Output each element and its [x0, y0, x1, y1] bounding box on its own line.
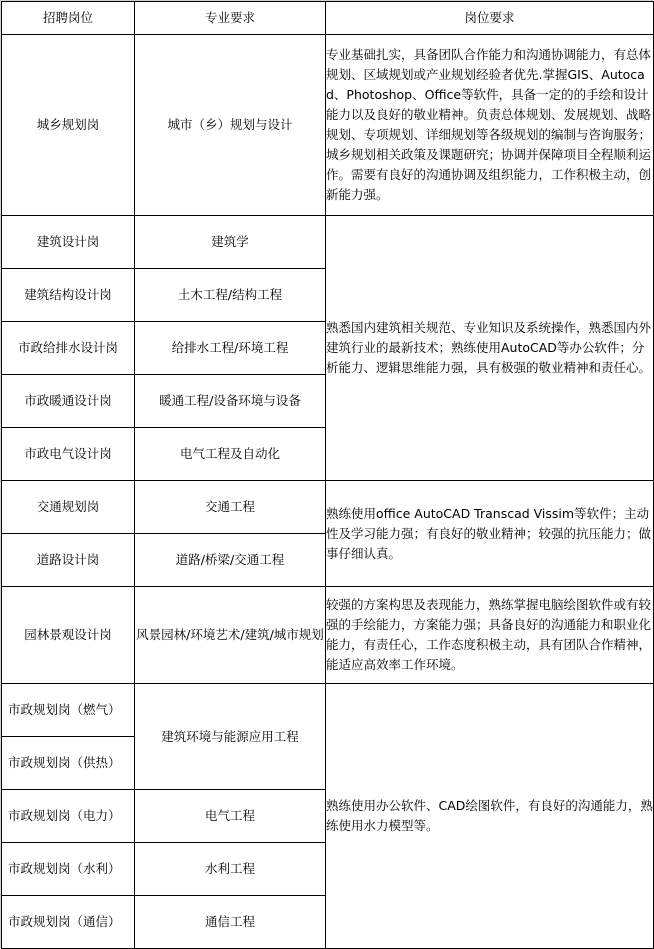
major-cell: 给排水工程/环境工程	[135, 322, 326, 375]
major-cell: 水利工程	[135, 843, 326, 896]
position-cell: 道路设计岗	[2, 534, 135, 587]
position-cell: 园林景观设计岗	[2, 587, 135, 684]
major-cell: 电气工程	[135, 790, 326, 843]
major-cell: 风景园林/环境艺术/建筑/城市规划	[135, 587, 326, 684]
major-cell: 道路/桥梁/交通工程	[135, 534, 326, 587]
header-requirement: 岗位要求	[326, 2, 654, 35]
requirement-cell: 专业基础扎实，具备团队合作能力和沟通协调能力，有总体规划、区域规划或产业规划经验者优先.掌握GIS、Autocad、Photoshop、Office等软件，具备一定的的手绘和设计能力以及良好的敬业精神。负责总体规划、发展规划、战略规划、专项规划、详细规划等各级规划的编制与咨询服务；城乡规划相关政策及课题研究；协调并保障项目全程顺利运作。需要有良好的沟通协调及组织能力，工作积极主动，创新能力强。	[326, 35, 654, 216]
requirement-cell: 熟练使用办公软件、CAD绘图软件，有良好的沟通能力，熟练使用水力模型等。	[326, 684, 654, 949]
major-cell: 通信工程	[135, 896, 326, 949]
major-cell: 暖通工程/设备环境与设备	[135, 375, 326, 428]
table-row	[2, 216, 654, 269]
table-row	[2, 481, 654, 534]
major-cell: 城市（乡）规划与设计	[135, 35, 326, 216]
requirement-cell: 较强的方案构思及表现能力，熟练掌握电脑绘图软件或有较强的手绘能力，方案能力强；具备良好的沟通能力和职业化能力，有责任心，工作态度积极主动，具有团队合作精神，能适应高效率工作环境。	[326, 587, 654, 684]
position-cell: 市政给排水设计岗	[2, 322, 135, 375]
header-position: 招聘岗位	[2, 2, 135, 35]
recruitment-table	[1, 1, 654, 949]
header-major: 专业要求	[135, 2, 326, 35]
position-cell: 市政规划岗（电力）	[2, 790, 135, 843]
table-header-row	[2, 2, 654, 35]
table-row	[2, 587, 654, 684]
position-cell: 市政规划岗（通信）	[2, 896, 135, 949]
major-cell: 建筑学	[135, 216, 326, 269]
position-cell: 市政电气设计岗	[2, 428, 135, 481]
requirement-cell: 熟练使用office AutoCAD Transcad Vissim等软件；主动性及学习能力强；有良好的敬业精神；较强的抗压能力；做事仔细认真。	[326, 481, 654, 587]
position-cell: 市政规划岗（水利）	[2, 843, 135, 896]
position-cell: 市政规划岗（供热）	[2, 737, 135, 790]
position-cell: 建筑设计岗	[2, 216, 135, 269]
position-cell: 建筑结构设计岗	[2, 269, 135, 322]
position-cell: 市政规划岗（燃气）	[2, 684, 135, 737]
position-cell: 市政暖通设计岗	[2, 375, 135, 428]
major-cell: 交通工程	[135, 481, 326, 534]
major-cell: 电气工程及自动化	[135, 428, 326, 481]
major-cell: 建筑环境与能源应用工程	[135, 684, 326, 790]
position-cell: 交通规划岗	[2, 481, 135, 534]
requirement-cell: 熟悉国内建筑相关规范、专业知识及系统操作，熟悉国内外建筑行业的最新技术；熟练使用AutoCAD等办公软件；分析能力、逻辑思维能力强，具有极强的敬业精神和责任心。	[326, 216, 654, 481]
table-row	[2, 35, 654, 216]
position-cell: 城乡规划岗	[2, 35, 135, 216]
table-row	[2, 684, 654, 737]
major-cell: 土木工程/结构工程	[135, 269, 326, 322]
